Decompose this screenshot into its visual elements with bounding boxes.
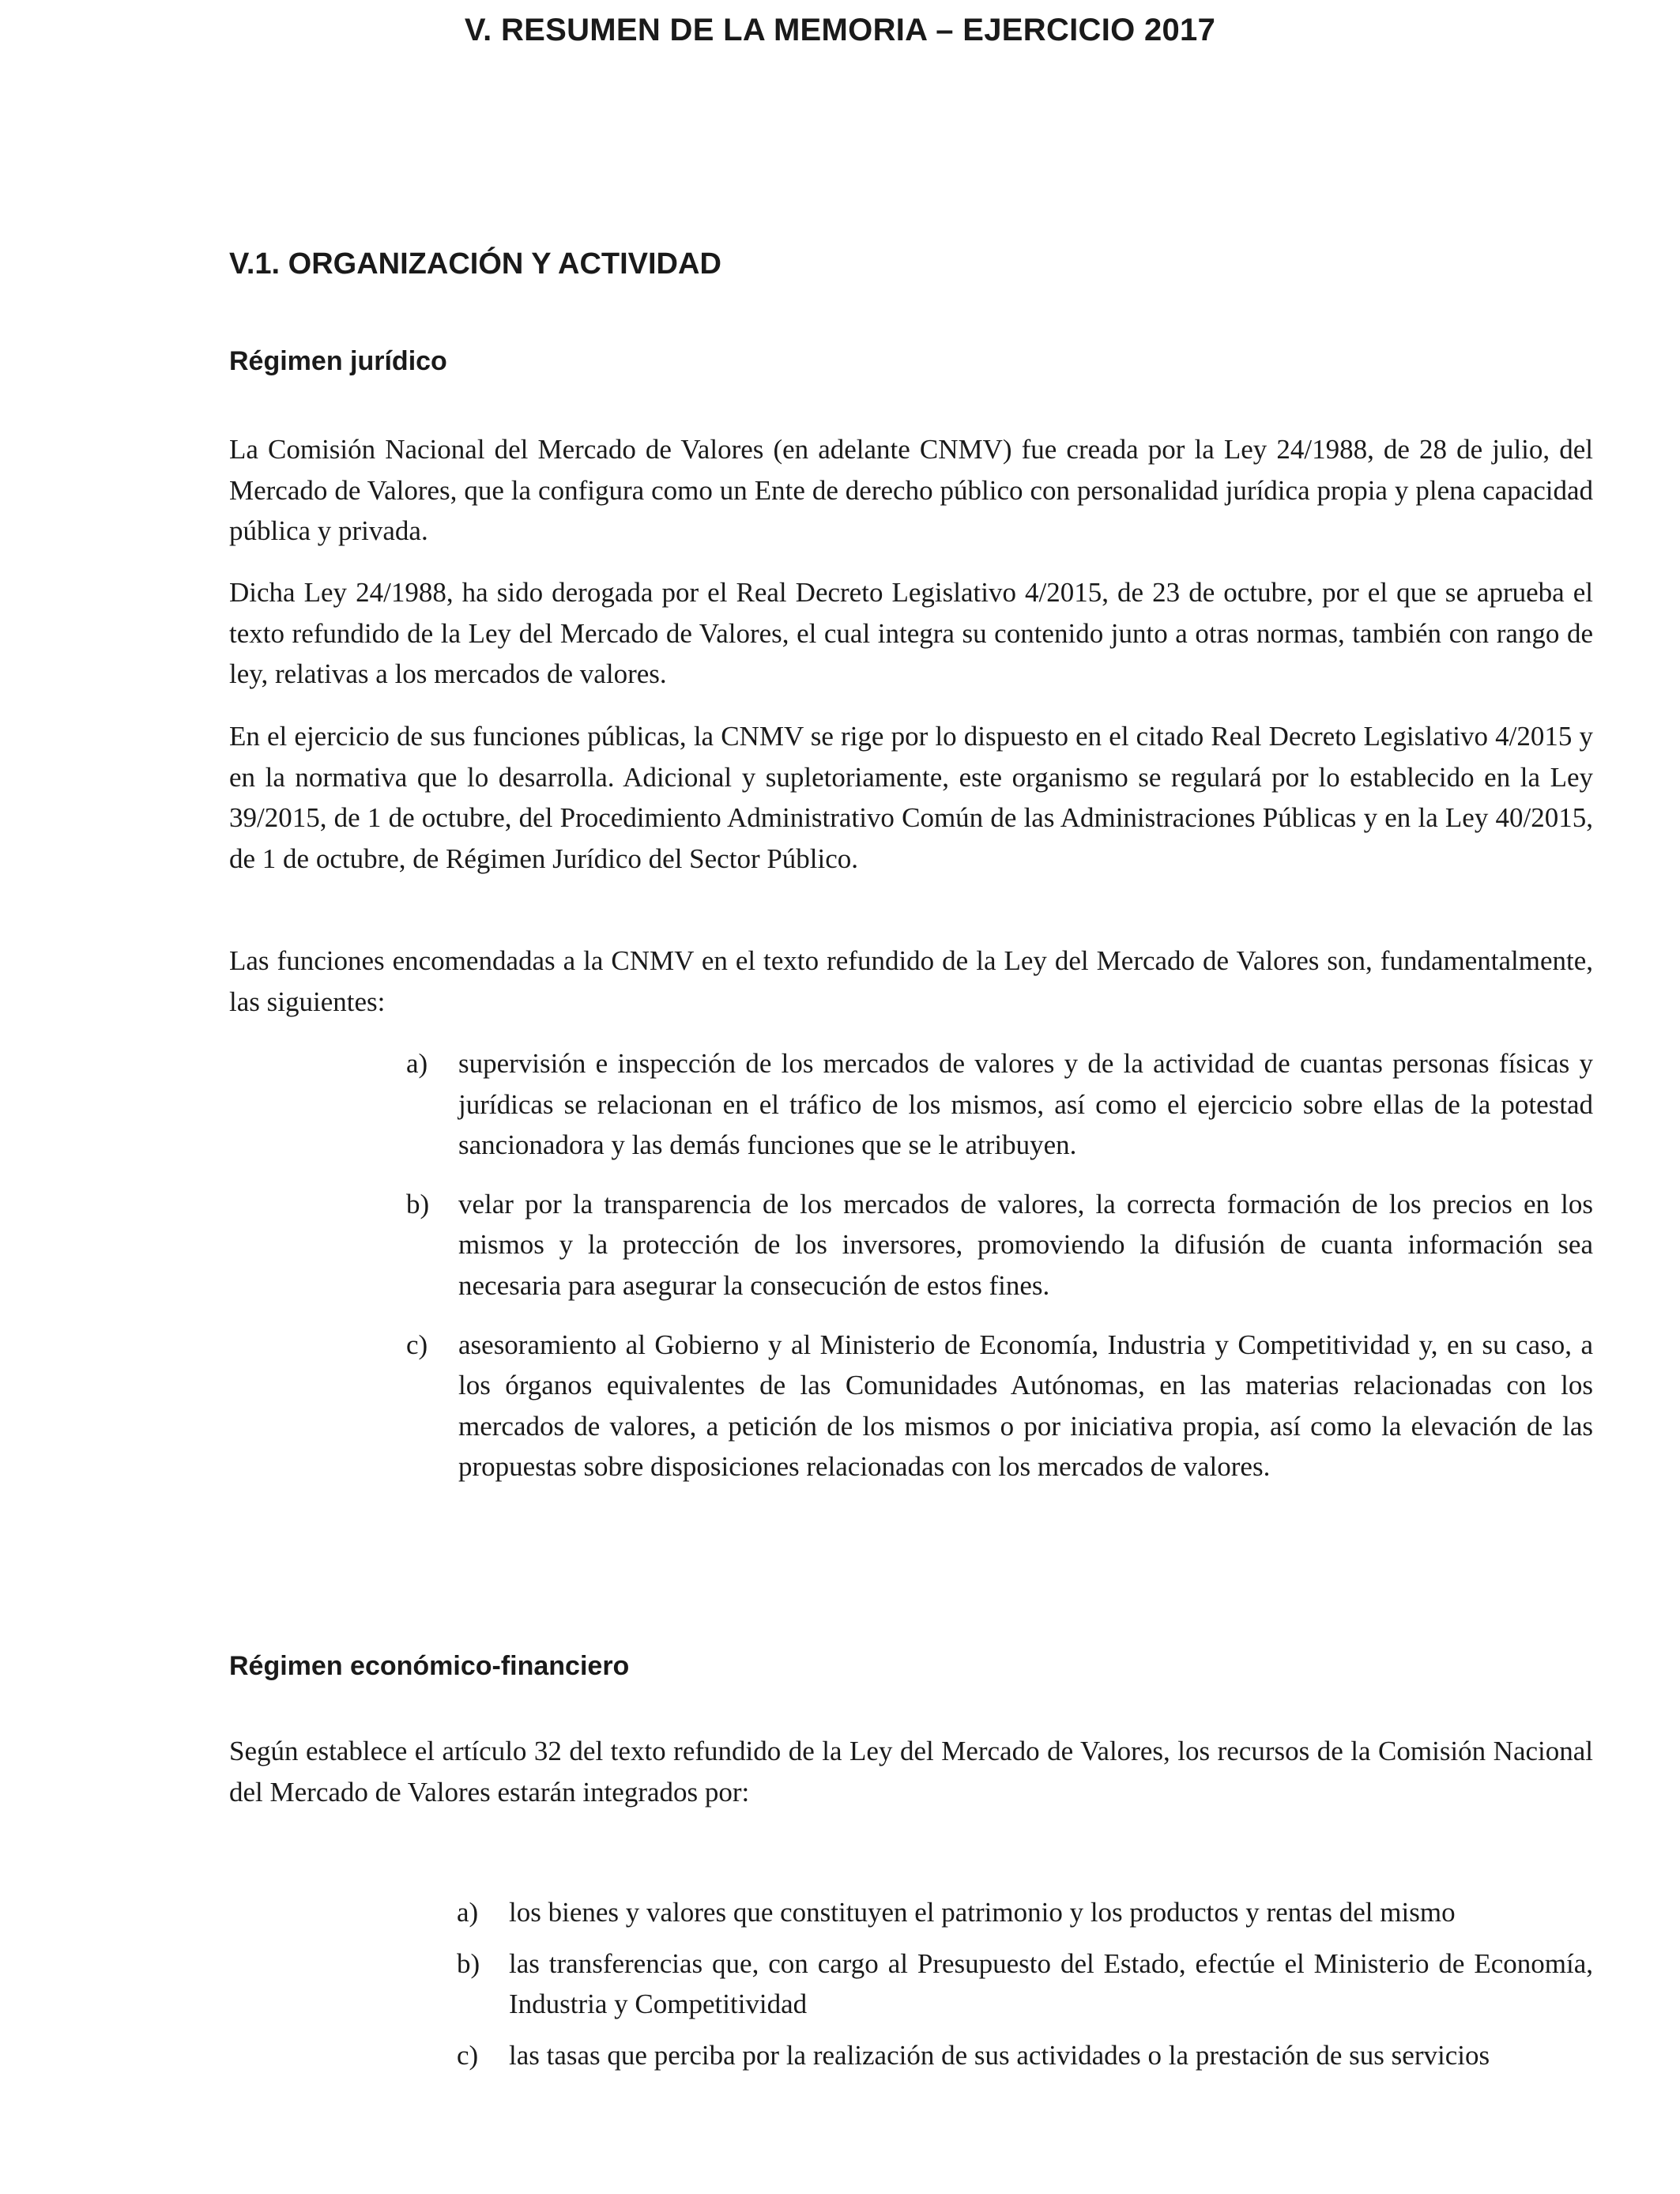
list-item-text: los bienes y valores que constituyen el patrimonio y los productos y rentas del mismo — [509, 1897, 1456, 1928]
list-marker: b) — [406, 1188, 430, 1220]
list-item-resource-c — [457, 2035, 1593, 2076]
heading-regimen-economico: Régimen económico-financiero — [229, 1651, 630, 1681]
list-item-text: las transferencias que, con cargo al Presupuesto del Estado, efectúe el Ministerio de Economía, Industria y Competitividad — [509, 1947, 1593, 2020]
page-header: V. RESUMEN DE LA MEMORIA – EJERCICIO 2017 — [464, 13, 1216, 47]
list-marker: c) — [406, 1329, 428, 1360]
resources-list — [457, 1892, 1593, 2075]
list-item-text: asesoramiento al Gobierno y al Ministerio de Economía, Industria y Competitividad y, en su caso, a los órganos equivalentes de las Comunidades Autónomas, en las materias relacionadas con los mercados de valores, a petición de los mismos o por iniciativa propia, así como la elevación de las propuestas sobre disposiciones relacionadas con los mercados de valores. — [458, 1329, 1593, 1483]
list-item-resource-a — [457, 1892, 1593, 1933]
paragraph-creacion-cnmv: La Comisión Nacional del Mercado de Valores (en adelante CNMV) fue creada por la Ley 24/1988, de 28 de julio, del Mercado de Valores, que la configura como un Ente de derecho público con personalidad jurídica propia y plena capacidad pública y privada. — [229, 434, 1593, 547]
list-marker: a) — [457, 1897, 479, 1928]
list-item-resource-b — [457, 1943, 1593, 2025]
paragraph-recursos-intro: Según establece el artículo 32 del texto refundido de la Ley del Mercado de Valores, los recursos de la Comisión Nacional del Mercado de Valores estarán integrados por: — [229, 1736, 1593, 1808]
list-marker: c) — [457, 2039, 479, 2071]
list-item-function-b — [406, 1184, 1593, 1306]
list-item-text: supervisión e inspección de los mercados de valores y de la actividad de cuantas personas físicas y jurídicas se relacionan en el tráfico de los mismos, así como el ejercicio sobre ellas de la potestad sancionadora y las demás funciones que se le atribuyen. — [458, 1048, 1593, 1161]
list-marker: a) — [406, 1048, 428, 1079]
section-title: V.1. ORGANIZACIÓN Y ACTIVIDAD — [229, 247, 721, 281]
heading-regimen-juridico: Régimen jurídico — [229, 346, 447, 376]
list-item-function-c — [406, 1325, 1593, 1487]
list-marker: b) — [457, 1947, 480, 1979]
functions-list — [406, 1043, 1593, 1487]
paragraph-funciones-intro: Las funciones encomendadas a la CNMV en el texto refundido de la Ley del Mercado de Valores son, fundamentalmente, las siguientes: — [229, 945, 1593, 1017]
list-item-function-a — [406, 1043, 1593, 1166]
list-item-text: velar por la transparencia de los mercados de valores, la correcta formación de los precios en los mismos y la protección de los inversores, promoviendo la difusión de cuanta información sea necesaria para asegurar la consecución de estos fines. — [458, 1188, 1593, 1301]
list-item-text: las tasas que perciba por la realización de sus actividades o la prestación de sus servicios — [509, 2039, 1490, 2071]
paragraph-normativa-aplicable: En el ejercicio de sus funciones públicas, la CNMV se rige por lo dispuesto en el citado Real Decreto Legislativo 4/2015 y en la normativa que lo desarrolla. Adicional y supletoriamente, este organismo se regulará por lo establecido en la Ley 39/2015, de 1 de octubre, del Procedimiento Administrativo Común de las Administraciones Públicas y en la Ley 40/2015, de 1 de octubre, de Régimen Jurídico del Sector Público. — [229, 721, 1593, 874]
paragraph-derogacion-ley: Dicha Ley 24/1988, ha sido derogada por el Real Decreto Legislativo 4/2015, de 23 de octubre, por el que se aprueba el texto refundido de la Ley del Mercado de Valores, el cual integra su contenido junto a otras normas, también con rango de ley, relativas a los mercados de valores. — [229, 577, 1593, 690]
